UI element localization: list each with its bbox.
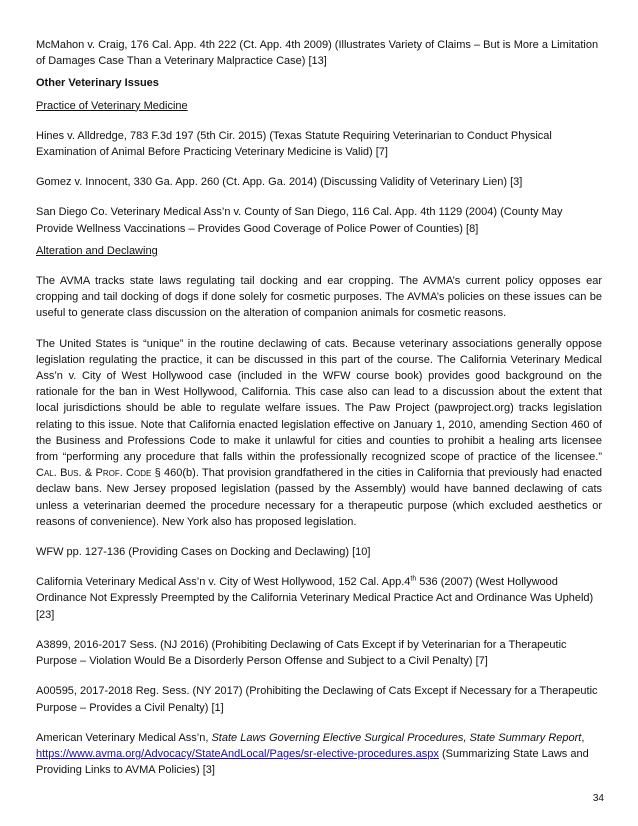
page-number: 34 (592, 793, 604, 804)
document-page (36, 37, 602, 778)
declawing-text-part-1: The United States is “unique” in the routine declawing of cats. Because veterinary associations generally oppose legislation regulating the practice, it can be discussed in this part of the course. The California Veterinary Medical Ass’n v. City of West Hollywood case (included in the WFW course book) provides good background on the rationale for the ban in West Hollywood, California. This case also can lead to a discussion about the extent that local jurisdictions should be able to regulate welfare issues. The Paw Project (pawproject.org) tracks legislation relating to this issue. Note that California enacted legislation effective on January 1, 2010, amending Section 460 of the Business and Professions Code to make it unlawful for cities and counties to prohibit a healing arts licensee from “performing any procedure that falls within the professionally recognized scope of practice of the licensee.” (36, 337, 602, 464)
cvma-text-b: 536 (2007) (West Hollywood Ordinance Not Expressly Preempted by the California Veterinary Medical Practice Act and Ordinance Was Upheld) [23] (36, 576, 594, 621)
citation-a3899: A3899, 2016-2017 Sess. (NJ 2016) (Prohibiting Declawing of Cats Except if by Veterinarian for a Therapeutic Purpose – Violation Would Be a Disorderly Person Offense and Subject to a Civil Penalty) [7] (36, 638, 567, 668)
citation-gomez: Gomez v. Innocent, 330 Ga. App. 260 (Ct. App. Ga. 2014) (Discussing Validity of Veterinary Lien) [3] (36, 176, 523, 189)
cvma-superscript: th (410, 575, 417, 583)
citation-cvma (36, 574, 602, 623)
subheading-practice-of-veterinary-medicine: Practice of Veterinary Medicine (36, 99, 188, 112)
citation-mcmahon: McMahon v. Craig, 176 Cal. App. 4th 222 (Ct. App. 4th 2009) (Illustrates Variety of Claims – But is More a Limitation of Damages Case Than a Veterinary Malpractice Case) [13] (36, 39, 599, 68)
statute-citation: Cal. Bus. & Prof. Code (36, 467, 152, 480)
citation-a00595: A00595, 2017-2018 Reg. Sess. (NY 2017) (Prohibiting the Declawing of Cats Except if Necessary for a Therapeutic Purpose – Provides a Civil Penalty) [1] (36, 685, 598, 714)
avma-report-sep: , (581, 731, 585, 744)
avma-report-link[interactable]: https://www.avma.org/Advocacy/StateAndLocal/Pages/sr-elective-procedures.aspx (36, 747, 439, 760)
paragraph-avma-tracking: The AVMA tracks state laws regulating tail docking and ear cropping. The AVMA’s current policy opposes ear cropping and tail docking of dogs if done solely for cosmetic purposes. The AVMA’s policies on these issues can be useful to generate class discussion on the alteration of companion animals for cosmetic reasons. (36, 275, 602, 320)
citation-wfw: WFW pp. 127-136 (Providing Cases on Docking and Declawing) [10] (36, 546, 371, 559)
citation-san-diego: San Diego Co. Veterinary Medical Ass’n v. County of San Diego, 116 Cal. App. 4th 1129 (2004) (County May Provide Wellness Vaccinations – Provides Good Coverage of Police Power of Counties) [8] (36, 206, 563, 235)
citation-avma-report (36, 730, 602, 779)
citation-hines: Hines v. Alldredge, 783 F.3d 197 (5th Cir. 2015) (Texas Statute Requiring Veterinarian to Conduct Physical Examination of Animal Before Practicing Veterinary Medicine is Valid) [7] (36, 129, 552, 159)
declawing-text-part-2: § 460(b). That provision grandfathered in the cities in California that previously had enacted declaw bans. New Jersey proposed legislation (passed by the Assembly) would have banned declawing of cats unless a veterinarian deemed the procedure necessary for a therapeutic purpose (which excluded aesthetics or reasons of convenience). New York also has proposed legislation. (36, 467, 602, 528)
cvma-text-a: California Veterinary Medical Ass’n v. City of West Hollywood, 152 Cal. App.4 (36, 576, 411, 589)
subheading-alteration-and-declawing: Alteration and Declawing (36, 244, 158, 257)
avma-report-title: State Laws Governing Elective Surgical Procedures, State Summary Report (211, 731, 582, 744)
avma-report-author: American Veterinary Medical Ass’n, (36, 731, 212, 744)
avma-report-tail: (Summarizing State Laws and Providing Links to AVMA Policies) [3] (36, 747, 589, 777)
section-heading-other-veterinary-issues: Other Veterinary Issues (36, 77, 159, 90)
paragraph-declawing (36, 336, 602, 530)
